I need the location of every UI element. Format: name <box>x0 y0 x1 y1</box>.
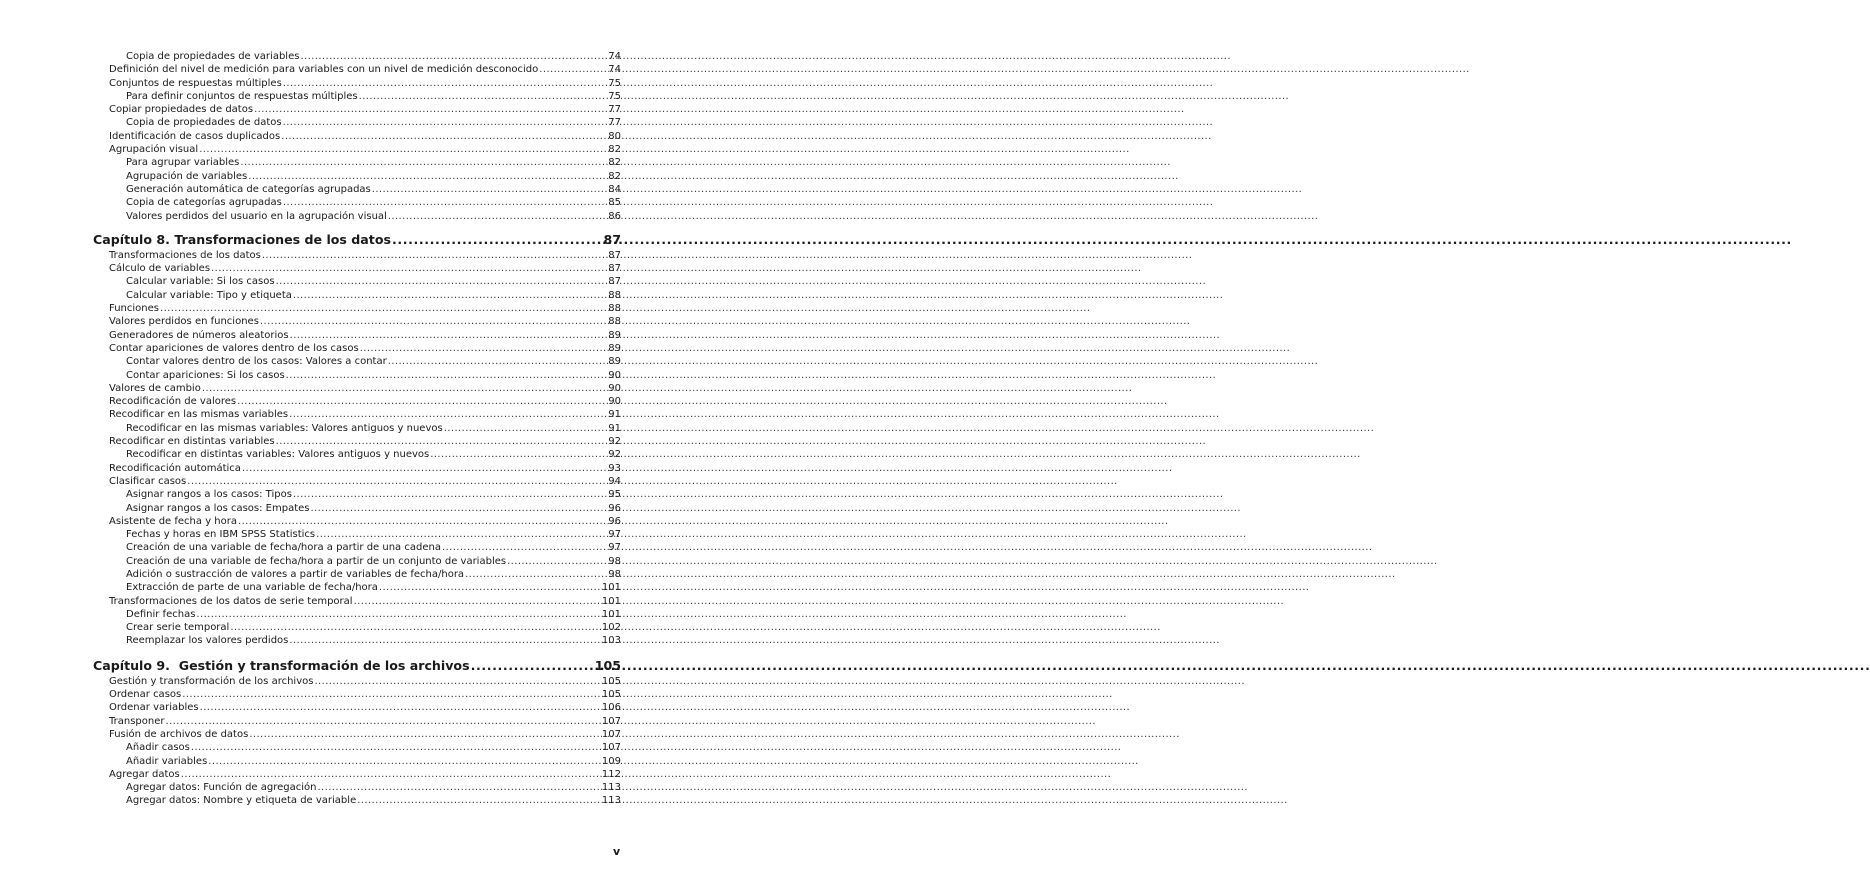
toc-entry[interactable] <box>93 183 621 196</box>
toc-entry-page: 90 <box>608 396 621 408</box>
toc-entry[interactable] <box>93 488 621 501</box>
dot-leader <box>238 515 607 528</box>
dot-leader <box>289 408 607 421</box>
toc-entry-page: 101 <box>601 595 621 607</box>
toc-entry[interactable] <box>93 768 621 781</box>
toc-entry-page: 103 <box>601 635 621 647</box>
toc-entry-title: Transformaciones de los datos de serie temporal <box>109 595 353 607</box>
toc-entry[interactable] <box>93 342 621 355</box>
dot-leader <box>242 462 607 475</box>
toc-entry-page: 91 <box>608 422 621 434</box>
toc-entry[interactable] <box>93 103 621 116</box>
toc-entry[interactable] <box>93 568 621 581</box>
toc-entry[interactable] <box>93 77 621 90</box>
dot-leader <box>430 448 607 461</box>
dot-leader <box>200 701 601 714</box>
toc-entry-title: Transponer <box>109 715 165 727</box>
dot-leader <box>276 435 608 448</box>
toc-entry-page: 82 <box>608 144 621 156</box>
toc-entry-title: Clasificar casos <box>109 475 187 487</box>
toc-entry-title: Asignar rangos a los casos: Empates <box>126 502 310 514</box>
dot-leader <box>293 289 607 302</box>
toc-entry-title: Ordenar casos <box>109 689 182 701</box>
toc-entry-title: Valores perdidos en funciones <box>109 316 259 328</box>
toc-entry[interactable] <box>93 170 621 183</box>
toc-entry-title: Calcular variable: Si los casos <box>126 276 275 288</box>
toc-entry-title: Recodificar en distintas variables <box>109 436 275 448</box>
dot-leader <box>471 657 594 674</box>
toc-entry-page: 75 <box>608 77 621 89</box>
toc-entry-page: 94 <box>608 475 621 487</box>
toc-entry[interactable] <box>93 595 621 608</box>
toc-entry[interactable] <box>93 90 621 103</box>
dot-leader <box>230 621 601 634</box>
toc-entry-page: 88 <box>608 289 621 301</box>
toc-entry-page: 74 <box>608 64 621 76</box>
toc-entry-title: Extracción de parte de una variable de fecha/hora <box>126 582 378 594</box>
toc-entry-title: Añadir casos <box>126 742 190 754</box>
toc-entry-page: 89 <box>608 342 621 354</box>
toc-entry-page: 98 <box>608 568 621 580</box>
toc-entry[interactable] <box>93 196 621 209</box>
dot-leader <box>289 634 601 647</box>
toc-entry[interactable] <box>93 262 621 275</box>
toc-entry-page: 101 <box>601 608 621 620</box>
toc-entry[interactable] <box>93 249 621 262</box>
toc-entry-title: Conjuntos de respuestas múltiples <box>109 77 282 89</box>
toc-entry[interactable] <box>93 448 621 461</box>
toc-entry-title: Definir fechas <box>126 608 196 620</box>
dot-leader <box>293 488 607 501</box>
toc-entry-title: Cálculo de variables <box>109 263 211 275</box>
toc-entry-title: Funciones <box>109 303 159 315</box>
toc-entry[interactable] <box>93 130 621 143</box>
dot-leader <box>237 395 607 408</box>
dot-leader <box>357 794 601 807</box>
toc-entry[interactable] <box>93 315 621 328</box>
toc-entry-page: 90 <box>608 369 621 381</box>
toc-entry-title: Valores perdidos del usuario en la agrupación visual <box>126 210 387 222</box>
toc-entry[interactable] <box>93 515 621 528</box>
toc-entry-title: Recodificación de valores <box>109 396 237 408</box>
toc-entry-page: 80 <box>608 130 621 142</box>
dot-leader <box>290 329 608 342</box>
toc-entry[interactable] <box>93 475 621 488</box>
toc-entry[interactable] <box>93 143 621 156</box>
dot-leader <box>202 382 607 395</box>
toc-entry-title: Para definir conjuntos de respuestas múltiples <box>126 90 358 102</box>
chapter-8-heading[interactable] <box>93 231 621 248</box>
toc-entry-page: 82 <box>608 170 621 182</box>
dot-leader <box>260 315 607 328</box>
toc-entry[interactable] <box>93 528 621 541</box>
dot-leader <box>187 475 607 488</box>
toc-entry-title: Creación de una variable de fecha/hora a partir de una cadena <box>126 542 441 554</box>
toc-entry[interactable] <box>93 50 621 63</box>
dot-leader <box>311 502 608 515</box>
toc-entry[interactable] <box>93 675 621 688</box>
table-of-contents <box>93 50 621 808</box>
toc-entry[interactable] <box>93 63 621 76</box>
toc-entry-page: 87 <box>608 263 621 275</box>
toc-entry-title: Recodificar en las mismas variables <box>109 409 289 421</box>
toc-entry[interactable] <box>93 435 621 448</box>
toc-entry-page: 112 <box>601 768 621 780</box>
toc-entry[interactable] <box>93 781 621 794</box>
dot-leader <box>196 608 601 621</box>
dot-leader <box>388 355 608 368</box>
toc-entry[interactable] <box>93 621 621 634</box>
toc-entry[interactable] <box>93 541 621 554</box>
toc-entry-page: 102 <box>601 622 621 634</box>
dot-leader <box>444 422 608 435</box>
toc-entry-page: 113 <box>601 782 621 794</box>
toc-entry-title: Copiar propiedades de datos <box>109 104 254 116</box>
dot-leader <box>166 715 601 728</box>
toc-entry-title: Contar apariciones: Si los casos <box>126 369 285 381</box>
toc-entry[interactable] <box>93 275 621 288</box>
toc-entry-title: Asistente de fecha y hora <box>109 515 237 527</box>
chapter-9-heading[interactable] <box>93 657 621 674</box>
toc-entry-page: 82 <box>608 157 621 169</box>
chapter-title: Capítulo 8. Transformaciones de los datos <box>93 231 391 247</box>
dot-leader <box>283 116 608 129</box>
toc-entry-title: Fusión de archivos de datos <box>109 728 249 740</box>
toc-entry[interactable] <box>93 755 621 768</box>
dot-leader <box>276 275 608 288</box>
dot-leader <box>211 262 607 275</box>
toc-entry-title: Para agrupar variables <box>126 157 240 169</box>
toc-entry-title: Recodificar en distintas variables: Valores antiguos y nuevos <box>126 449 430 461</box>
toc-entry-title: Recodificación automática <box>109 462 241 474</box>
toc-entry[interactable] <box>93 355 621 368</box>
toc-entry-title: Contar valores dentro de los casos: Valores a contar <box>126 356 387 368</box>
toc-entry[interactable] <box>93 608 621 621</box>
toc-entry[interactable] <box>93 502 621 515</box>
toc-entry-page: 101 <box>601 582 621 594</box>
toc-entry-title: Calcular variable: Tipo y etiqueta <box>126 289 292 301</box>
dot-leader <box>283 77 607 90</box>
toc-entry[interactable] <box>93 382 621 395</box>
chapter-page: 87 <box>603 231 621 247</box>
toc-entry-title: Valores de cambio <box>109 382 201 394</box>
toc-entry[interactable] <box>93 156 621 169</box>
toc-entry-title: Agregar datos <box>109 768 180 780</box>
toc-entry-title: Copia de propiedades de variables <box>126 51 300 62</box>
dot-leader <box>248 170 607 183</box>
dot-leader <box>442 541 607 554</box>
toc-entry-page: 77 <box>608 104 621 116</box>
dot-leader <box>281 130 607 143</box>
toc-entry[interactable] <box>93 369 621 382</box>
dot-leader <box>240 156 607 169</box>
toc-entry-page: 92 <box>608 436 621 448</box>
toc-entry-title: Ordenar variables <box>109 702 199 714</box>
toc-entry-page: 90 <box>608 382 621 394</box>
toc-entry-page: 106 <box>601 702 621 714</box>
toc-entry-title: Copia de categorías agrupadas <box>126 197 282 209</box>
chapter-title: Capítulo 9. Gestión y transformación de los archivos <box>93 657 470 673</box>
toc-entry-title: Adición o sustracción de valores a partir de variables de fecha/hora <box>126 568 465 580</box>
toc-entry[interactable] <box>93 395 621 408</box>
toc-entry-title: Fechas y horas en IBM SPSS Statistics <box>126 529 316 541</box>
toc-entry[interactable] <box>93 728 621 741</box>
page-number: v <box>613 845 621 858</box>
toc-entry-page: 107 <box>601 715 621 727</box>
toc-entry-title: Generadores de números aleatorios <box>109 329 289 341</box>
toc-entry-title: Asignar rangos a los casos: Tipos <box>126 489 292 501</box>
toc-entry-title: Añadir variables <box>126 755 208 767</box>
toc-entry-page: 88 <box>608 316 621 328</box>
toc-entry-title: Agrupación visual <box>109 144 199 156</box>
dot-leader <box>360 342 608 355</box>
dot-leader <box>372 183 608 196</box>
toc-entry-page: 105 <box>601 675 621 687</box>
toc-entry-page: 87 <box>608 249 621 261</box>
toc-entry-title: Agregar datos: Nombre y etiqueta de variable <box>126 795 357 807</box>
toc-entry-title: Creación de una variable de fecha/hora a partir de un conjunto de variables <box>126 555 507 567</box>
toc-entry-page: 113 <box>601 795 621 807</box>
toc-entry-page: 96 <box>608 515 621 527</box>
toc-entry[interactable] <box>93 422 621 435</box>
toc-entry-page: 89 <box>608 329 621 341</box>
toc-entry-title: Crear serie temporal <box>126 622 230 634</box>
toc-entry-page: 89 <box>608 356 621 368</box>
toc-entry-page: 109 <box>601 755 621 767</box>
dot-leader <box>182 688 601 701</box>
dot-leader <box>181 768 601 781</box>
dot-leader <box>314 675 600 688</box>
dot-leader <box>354 595 601 608</box>
toc-entry[interactable] <box>93 408 621 421</box>
toc-entry-page: 77 <box>608 117 621 129</box>
dot-leader <box>283 196 607 209</box>
toc-entry[interactable] <box>93 741 621 754</box>
chapter-page: 105 <box>594 657 621 673</box>
dot-leader <box>249 728 601 741</box>
toc-entry-title: Recodificar en las mismas variables: Valores antiguos y nuevos <box>126 422 443 434</box>
toc-entry-page: 96 <box>608 502 621 514</box>
toc-entry-page: 85 <box>608 197 621 209</box>
dot-leader <box>388 210 607 223</box>
toc-entry[interactable] <box>93 210 621 223</box>
dot-leader <box>316 528 607 541</box>
dot-leader <box>507 555 607 568</box>
toc-entry-page: 97 <box>608 529 621 541</box>
toc-entry-page: 87 <box>608 276 621 288</box>
toc-entry[interactable] <box>93 462 621 475</box>
toc-entry-page: 91 <box>608 409 621 421</box>
toc-entry-page: 84 <box>608 183 621 195</box>
toc-entry[interactable] <box>93 302 621 315</box>
toc-entry-title: Copia de propiedades de datos <box>126 117 282 129</box>
toc-entry[interactable] <box>93 701 621 714</box>
toc-entry-title: Definición del nivel de medición para variables con un nivel de medición desconocido <box>109 64 539 76</box>
toc-entry-page: 74 <box>608 51 621 62</box>
dot-leader <box>160 302 607 315</box>
dot-leader <box>359 90 608 103</box>
toc-entry-page: 86 <box>608 210 621 222</box>
toc-entry[interactable] <box>93 116 621 129</box>
toc-entry[interactable] <box>93 715 621 728</box>
dot-leader <box>254 103 607 116</box>
toc-entry-page: 105 <box>601 689 621 701</box>
toc-entry[interactable] <box>93 794 621 807</box>
toc-entry-page: 107 <box>601 728 621 740</box>
dot-leader <box>199 143 607 156</box>
dot-leader <box>317 781 600 794</box>
toc-entry-page: 88 <box>608 303 621 315</box>
toc-entry-page: 92 <box>608 449 621 461</box>
toc-entry-title: Gestión y transformación de los archivos <box>109 675 314 687</box>
dot-leader <box>392 231 602 248</box>
dot-leader <box>465 568 607 581</box>
dot-leader <box>208 755 601 768</box>
toc-entry-title: Generación automática de categorías agrupadas <box>126 183 371 195</box>
dot-leader <box>300 50 607 63</box>
dot-leader <box>262 249 607 262</box>
dot-leader <box>191 741 601 754</box>
toc-entry-title: Agrupación de variables <box>126 170 248 182</box>
toc-entry-page: 97 <box>608 542 621 554</box>
toc-entry-title: Reemplazar los valores perdidos <box>126 635 289 647</box>
toc-entry-title: Agregar datos: Función de agregación <box>126 782 317 794</box>
toc-entry-page: 75 <box>608 90 621 102</box>
toc-entry-page: 95 <box>608 489 621 501</box>
toc-entry[interactable] <box>93 581 621 594</box>
toc-entry-page: 93 <box>608 462 621 474</box>
dot-leader <box>286 369 608 382</box>
toc-entry-page: 98 <box>608 555 621 567</box>
toc-entry[interactable] <box>93 555 621 568</box>
toc-entry[interactable] <box>93 688 621 701</box>
toc-entry[interactable] <box>93 634 621 647</box>
toc-entry-title: Transformaciones de los datos <box>109 249 261 261</box>
toc-entry[interactable] <box>93 289 621 302</box>
toc-entry[interactable] <box>93 329 621 342</box>
dot-leader <box>379 581 601 594</box>
toc-entry-title: Identificación de casos duplicados <box>109 130 281 142</box>
toc-entry-title: Contar apariciones de valores dentro de los casos <box>109 342 359 354</box>
toc-entry-page: 107 <box>601 742 621 754</box>
dot-leader <box>539 63 607 76</box>
